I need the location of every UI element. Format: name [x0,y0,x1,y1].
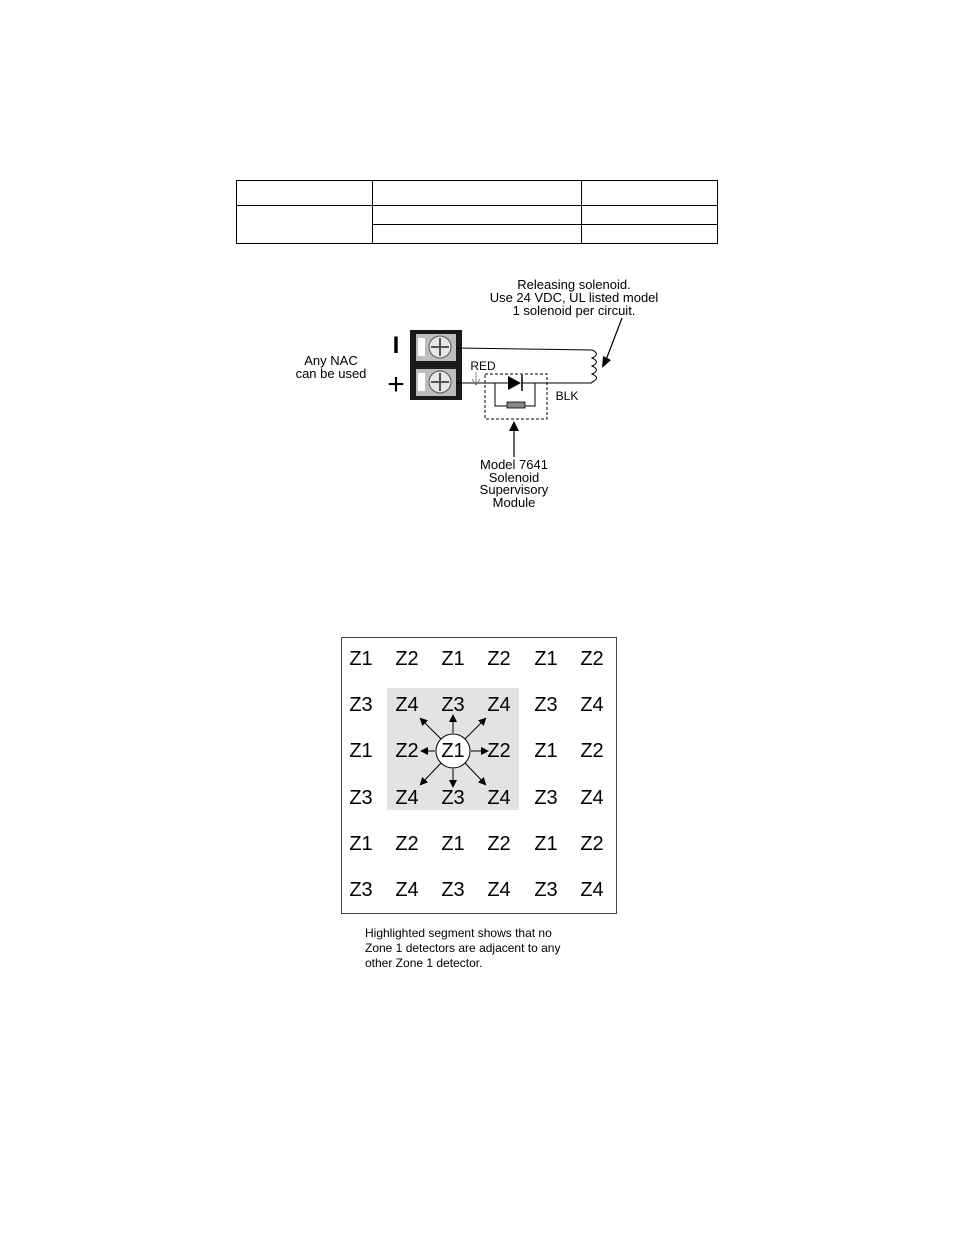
caption-line: other Zone 1 detector. [365,956,483,970]
zone-label: Z3 [441,879,465,901]
note-line: Solenoid [488,469,540,485]
zone-label: Z2 [487,833,511,855]
zone-label: Z1 [441,740,465,762]
module-note [464,459,564,509]
note-line: 1 solenoid per circuit. [512,303,636,318]
note-line: Module [492,494,536,510]
zone-detector-grid [341,637,617,914]
table-cell [237,206,373,244]
caption-line: Zone 1 detectors are adjacent to any [365,941,561,955]
arrow-down-left [421,763,441,784]
zone-label: Z4 [580,694,604,716]
zone-label: Z3 [534,879,558,901]
diode-icon [508,376,521,390]
zone-grid-caption [365,926,625,971]
zone-label: Z4 [580,879,604,901]
note-line: Releasing solenoid. [517,277,631,292]
wire-top [456,348,592,350]
table-cell [237,181,373,206]
zone-label: Z2 [395,648,419,670]
zone-label: Z1 [534,740,558,762]
zone-label: Z1 [349,740,373,762]
table-cell [373,225,582,244]
zone-label: Z4 [487,694,511,716]
zone-label: Z1 [349,648,373,670]
note-line: Supervisory [479,482,549,497]
zone-label: Z2 [487,740,511,762]
zone-label: Z2 [580,740,604,762]
caption-line: Highlighted segment shows that no [365,926,552,940]
zone-label: Z3 [349,879,373,901]
solenoid-wiring-diagram [280,270,680,520]
zone-label: Z1 [441,833,465,855]
nac-note [286,354,376,380]
solenoid-coil-icon [592,350,597,383]
red-wire-label: RED [470,359,496,373]
blk-wire-label: BLK [555,389,579,403]
zone-label: Z3 [349,787,373,809]
table-row [237,181,718,206]
zone-label: Z3 [441,694,465,716]
note-line: Use 24 VDC, UL listed model [489,290,659,305]
zone-label: Z4 [487,787,511,809]
note-line: Any NAC [304,353,358,368]
spec-table [236,180,718,244]
zone-label: Z3 [534,694,558,716]
zone-label: Z4 [487,879,511,901]
note-line: can be used [295,366,367,381]
zone-label: Z2 [580,648,604,670]
zone-label: Z2 [580,833,604,855]
zone-label: Z2 [395,740,419,762]
table-cell [373,206,582,225]
table-cell [373,181,582,206]
table-cell [582,206,718,225]
plus-terminal-label: + [387,368,405,401]
minus-terminal-label: I [392,332,400,359]
zone-label: Z3 [534,787,558,809]
zone-label: Z1 [534,648,558,670]
zone-label: Z1 [349,833,373,855]
zone-label: Z4 [580,787,604,809]
zone-label: Z2 [487,648,511,670]
table-cell [582,225,718,244]
adjacency-arrows [342,638,616,913]
zone-label: Z3 [441,787,465,809]
zone-label: Z4 [395,787,419,809]
note-line: Model 7641 [480,457,548,472]
zone-label: Z2 [395,833,419,855]
arrow-down-right [465,763,485,784]
table-row [237,206,718,225]
arrow-up-right [465,719,485,739]
table-cell [582,181,718,206]
solenoid-note [479,278,669,317]
zone-label: Z3 [349,694,373,716]
resistor-icon [507,402,525,408]
zone-label: Z4 [395,879,419,901]
zone-label: Z1 [534,833,558,855]
zone-label: Z4 [395,694,419,716]
zone-label: Z1 [441,648,465,670]
arrow-up-left [421,719,441,739]
